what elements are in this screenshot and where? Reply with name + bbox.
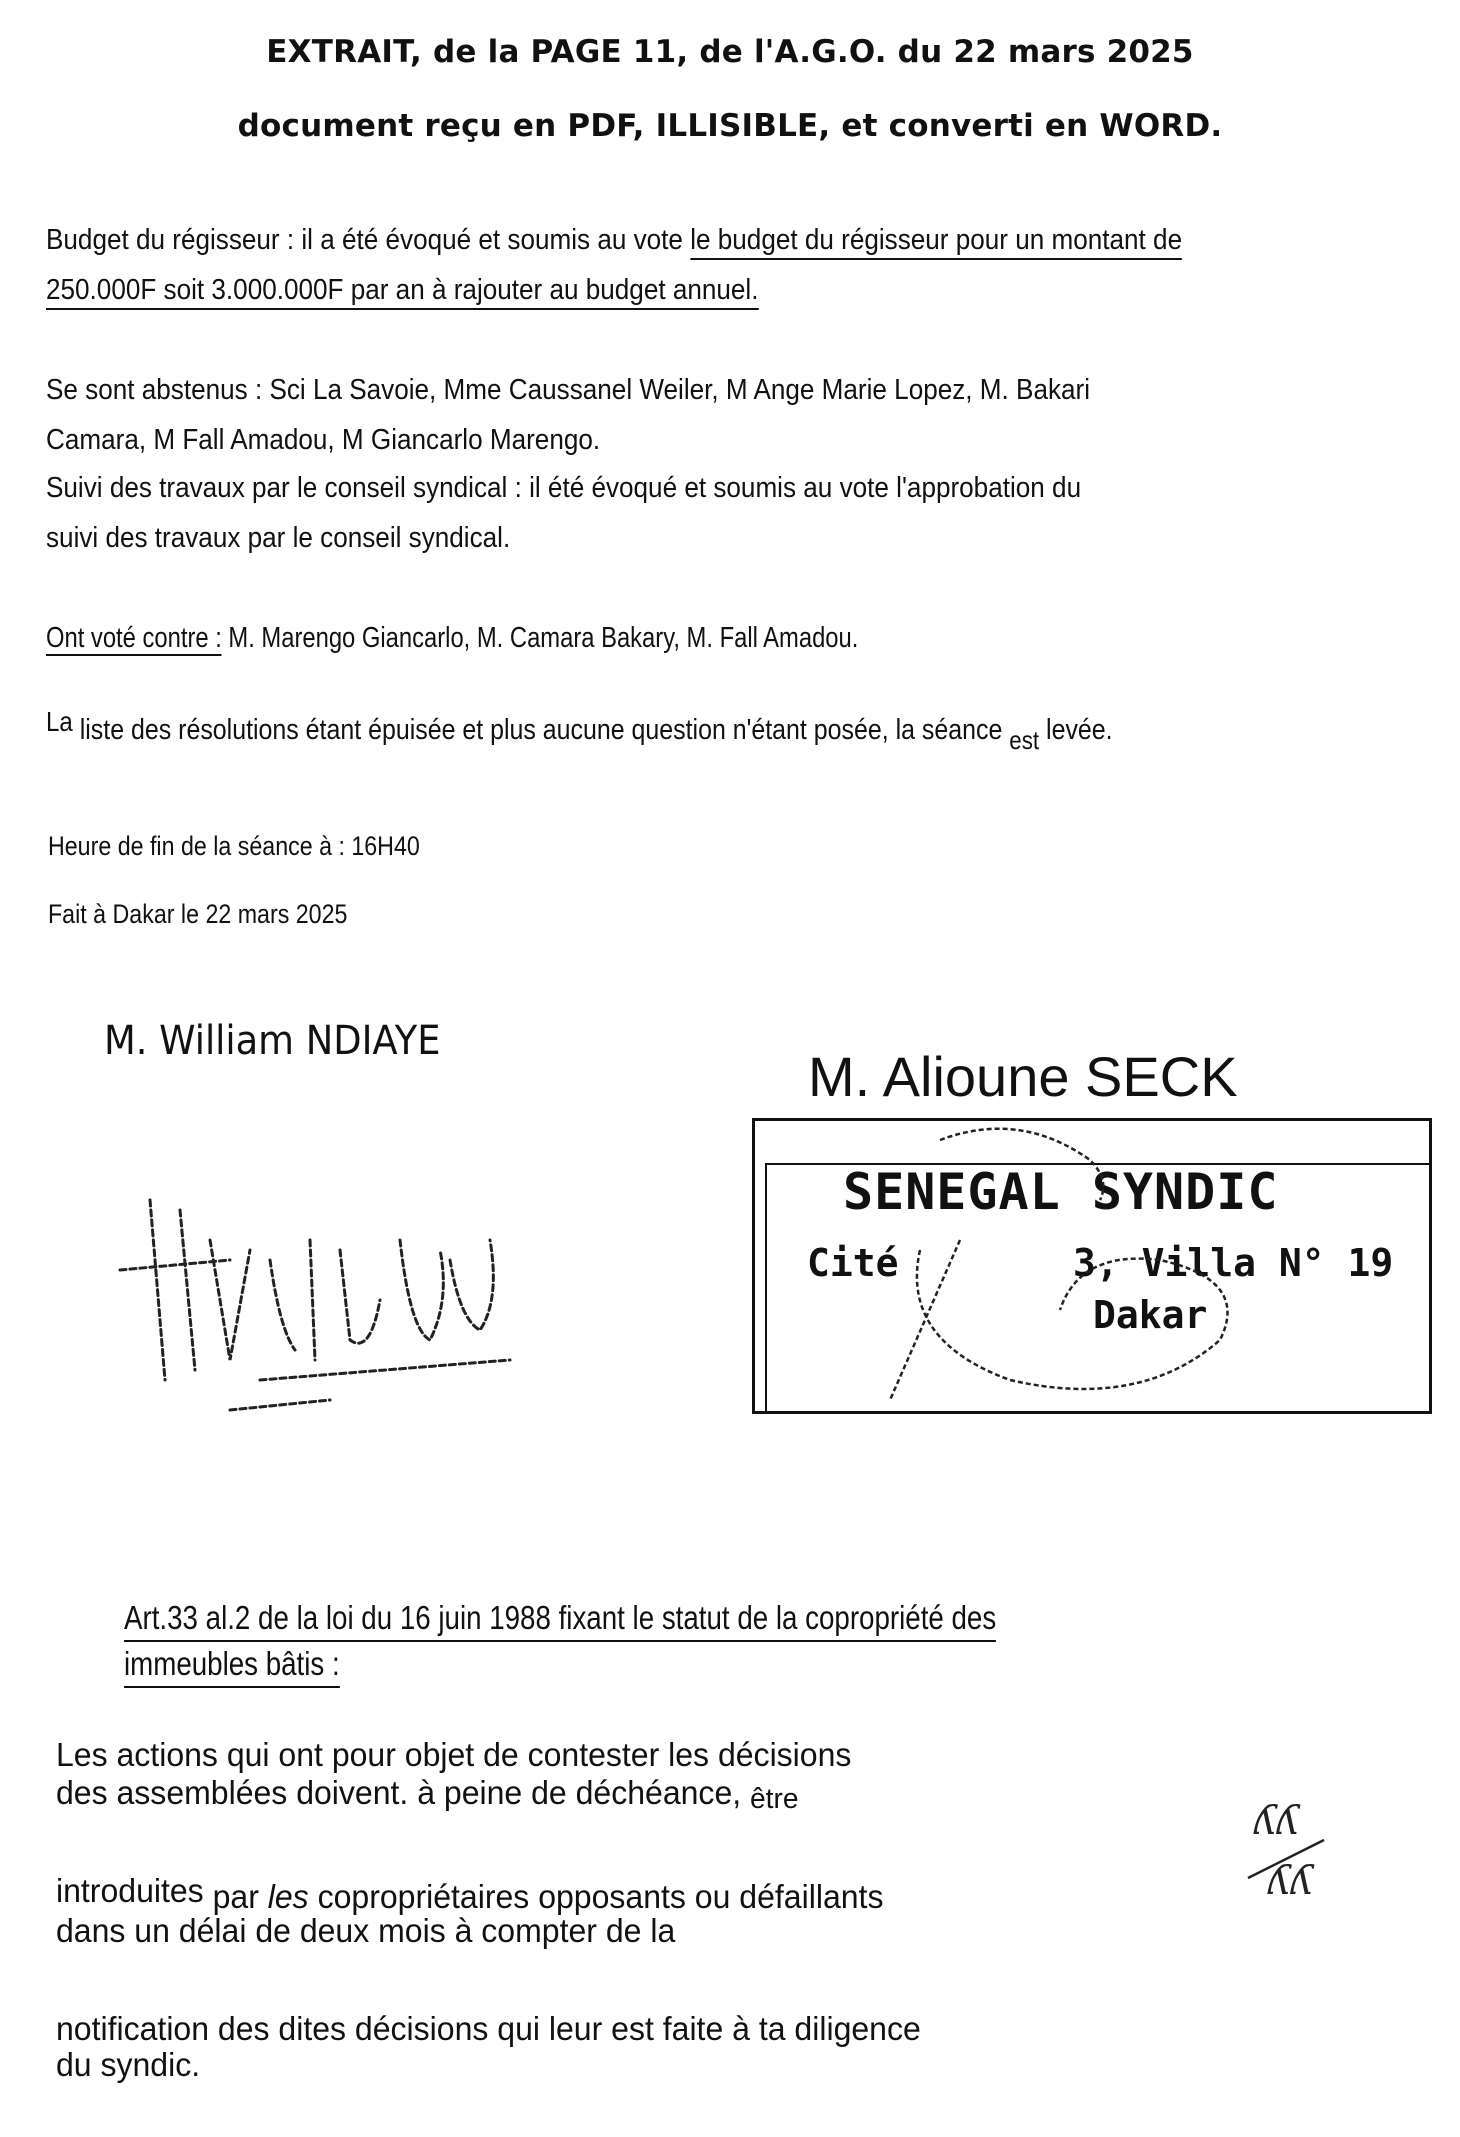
signatory-right-name: M. Alioune SECK xyxy=(808,1045,1238,1108)
signatory-left-name: M. William NDIAYE xyxy=(104,1018,441,1064)
abstentions-line-1: Se sont abstenus : Sci La Savoie, Mme Caussanel Weiler, M Ange Marie Lopez, M. Bakari xyxy=(46,374,1091,406)
abstentions-line-2: Camara, M Fall Amadou, M Giancarlo Marengo. xyxy=(46,424,601,456)
closing-part-2: levée. xyxy=(1039,714,1113,746)
law-p2-les: les xyxy=(267,1878,309,1915)
law-paragraph-1-line-2 xyxy=(56,1774,799,1814)
closing-part-1: liste des résolutions étant épuisée et plus aucune question n'étant posée, la séance xyxy=(72,714,1010,746)
closing-line xyxy=(46,706,1113,755)
law-paragraph-2-line-1 xyxy=(56,1872,884,1916)
law-title xyxy=(124,1596,996,1688)
law-paragraph-3-line-1: notification des dites décisions qui leur est faite à ta diligence xyxy=(56,2010,921,2047)
vote-contre-names: M. Marengo Giancarlo, M. Camara Bakary, M. Fall Amadou. xyxy=(221,622,859,654)
suivi-line-2: suivi des travaux par le conseil syndical. xyxy=(46,522,511,554)
stamp-title: SENEGAL SYNDIC xyxy=(843,1163,1279,1221)
stamp-line-city: Cité xyxy=(807,1241,899,1285)
closing-la: La xyxy=(46,706,73,737)
law-paragraph-1-line-1: Les actions qui ont pour objet de contester les décisions xyxy=(56,1736,852,1773)
stamp-line-address: 3, Villa N° 19 xyxy=(1073,1241,1394,1285)
law-p2-rest: copropriétaires opposants ou défaillants xyxy=(308,1878,884,1915)
law-p2-introduites: introduites xyxy=(56,1872,204,1909)
closing-est: est xyxy=(1009,725,1040,755)
vote-contre-line xyxy=(46,618,858,658)
vote-contre-label: Ont voté contre : xyxy=(46,622,222,654)
law-title-line-1: Art.33 al.2 de la loi du 16 juin 1988 fixant le statut de la copropriété des xyxy=(124,1596,996,1642)
budget-line-2 xyxy=(46,270,758,310)
law-paragraph-2-line-2: dans un délai de deux mois à compter de la xyxy=(56,1912,676,1949)
signature-right xyxy=(860,1080,1280,1420)
end-time: Heure de fin de la séance à : 16H40 xyxy=(48,831,420,861)
law-p2-par: par xyxy=(203,1878,268,1915)
budget-highlight-1: le budget du régisseur pour un montant de xyxy=(690,224,1182,260)
initials-bottom: ʎʎ xyxy=(1268,1858,1314,1904)
law-p1-text: des assemblées doivent. à peine de déchéance, xyxy=(56,1774,751,1811)
law-p1-etre: être xyxy=(750,1783,799,1815)
budget-highlight-2: 250.000F soit 3.000.000F par an à rajouter au budget annuel. xyxy=(46,274,758,310)
handwritten-initials xyxy=(1238,1798,1338,1918)
law-title-line-2: immeubles bâtis : xyxy=(124,1642,340,1688)
budget-line-1 xyxy=(46,220,1182,260)
law-paragraph-3-line-2: du syndic. xyxy=(56,2046,201,2083)
signature-left xyxy=(110,1180,530,1420)
header-line-2: document reçu en PDF, ILLISIBLE, et converti en WORD. xyxy=(237,108,1223,144)
place-date: Fait à Dakar le 22 mars 2025 xyxy=(48,899,348,929)
initials-top: ʎʎ xyxy=(1254,1798,1300,1844)
suivi-line-1: Suivi des travaux par le conseil syndical : il été évoqué et soumis au vote l'approbation du xyxy=(46,472,1082,504)
header-line-1: EXTRAIT, de la PAGE 11, de l'A.G.O. du 22 mars 2025 xyxy=(266,34,1194,70)
stamp-line-dakar: Dakar xyxy=(1093,1293,1208,1337)
budget-intro: Budget du régisseur : il a été évoqué et soumis au vote xyxy=(46,224,691,256)
